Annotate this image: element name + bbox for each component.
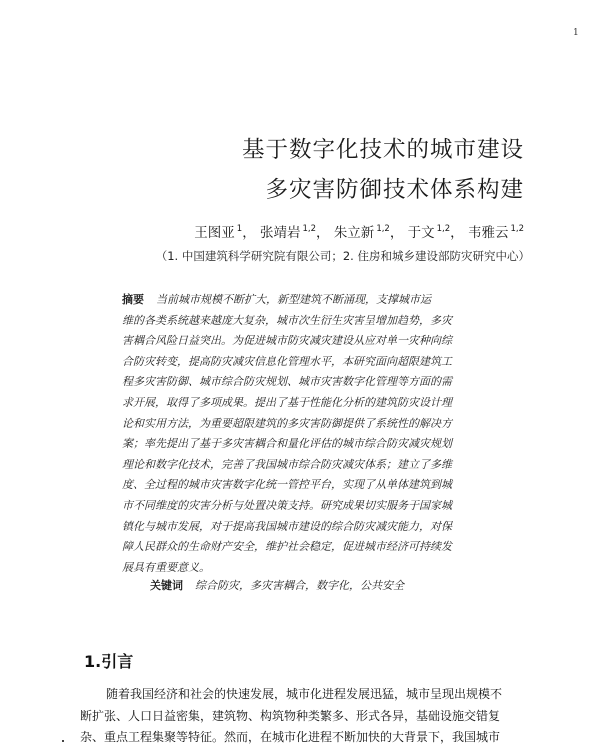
author-name: 于文 (407, 225, 435, 241)
author-name: 韦雅云 (467, 225, 509, 241)
abstract-line (122, 290, 492, 311)
author-affil-mark: 1,2 (302, 224, 317, 234)
abstract (122, 290, 492, 578)
abstract-line: 合防灾转变，提高防灾减灾信息化管理水平，本研究面向超限建筑工 (122, 354, 452, 368)
abstract-line: 度、全过程的城市灾害数字化统一管控平台，实现了从单体建筑到城 (122, 478, 452, 492)
scan-speck (62, 740, 64, 742)
abstract-line: 维的各类系统越来越庞大复杂，城市次生衍生灾害呈增加趋势，多灾 (122, 313, 452, 327)
title-line-2: 多灾害防御技术体系构建 (265, 177, 524, 203)
abstract-line: 求开展，取得了多项成果。提出了基于性能化分析的建筑防灾设计理 (122, 395, 452, 409)
section-title: 引言 (101, 652, 134, 671)
body-line: 随着我国经济和社会的快速发展，城市化进程发展迅猛，城市呈现出规模不 (106, 687, 503, 701)
abstract-text: 当前城市规模不断扩大，新型建筑不断涌现，支撑城市运 (156, 293, 431, 306)
author-affil-mark: 1 (236, 224, 243, 234)
keywords-text: 综合防灾，多灾害耦合，数字化，公共安全 (195, 579, 404, 592)
affiliation: （1. 中国建筑科学研究院有限公司；2. 住房和城乡建设部防灾研究中心） (155, 249, 530, 263)
section-number: 1. (84, 652, 102, 671)
author-separator: ， (316, 225, 330, 241)
author-name: 朱立新 (333, 225, 375, 241)
keywords-label: 关键词 (150, 579, 183, 592)
author-name: 王图亚 (194, 225, 235, 241)
author-affil-mark: 1,2 (510, 224, 524, 234)
abstract-line: 障人民群众的生命财产安全，维护社会稳定，促进城市经济可持续发 (122, 540, 452, 554)
author-name: 张靖岩 (259, 225, 301, 241)
keywords (150, 577, 490, 593)
abstract-line: 市不同维度的灾害分析与处置决策支持。研究成果切实服务于国家城 (122, 498, 452, 512)
author-affil-mark: 1,2 (376, 224, 390, 234)
author-separator: ， (389, 225, 404, 241)
abstract-line: 害耦合风险日益突出。为促进城市防灾减灾建设从应对单一灾种向综 (122, 334, 452, 348)
body-line: 断扩张、人口日益密集，建筑物、构筑物种类繁多、形式各异，基础设施交错复 (80, 708, 501, 723)
section-heading (84, 649, 133, 672)
author-separator: ， (450, 225, 464, 241)
abstract-line: 展具有重要意义。 (122, 560, 210, 574)
abstract-label: 摘要 (122, 293, 144, 306)
abstract-line: 论和实用方法，为重要超限建筑的多灾害防御提供了系统性的解决方 (122, 416, 452, 430)
author-list (104, 221, 524, 241)
abstract-line: 案；率先提出了基于多灾害耦合和量化评估的城市综合防灾减灾规划 (122, 437, 452, 451)
author-separator: ， (242, 225, 256, 241)
abstract-line: 镇化与城市发展，对于提高我国城市建设的综合防灾减灾能力，对保 (122, 519, 452, 533)
abstract-line: 理论和数字化技术，完善了我国城市综合防灾减灾体系；建立了多维 (122, 457, 452, 471)
edge-mark: 1 (573, 28, 579, 38)
title-line-1: 基于数字化技术的城市建设 (241, 137, 524, 163)
body-text (80, 684, 540, 749)
author-affil-mark: 1,2 (436, 224, 451, 234)
body-line: 杂、重点工程集聚等特征。然而，在城市化进程不断加快的大背景下，我国城市 (80, 730, 501, 744)
abstract-line: 程多灾害防御、城市综合防灾规划、城市灾害数字化管理等方面的需 (122, 375, 452, 389)
